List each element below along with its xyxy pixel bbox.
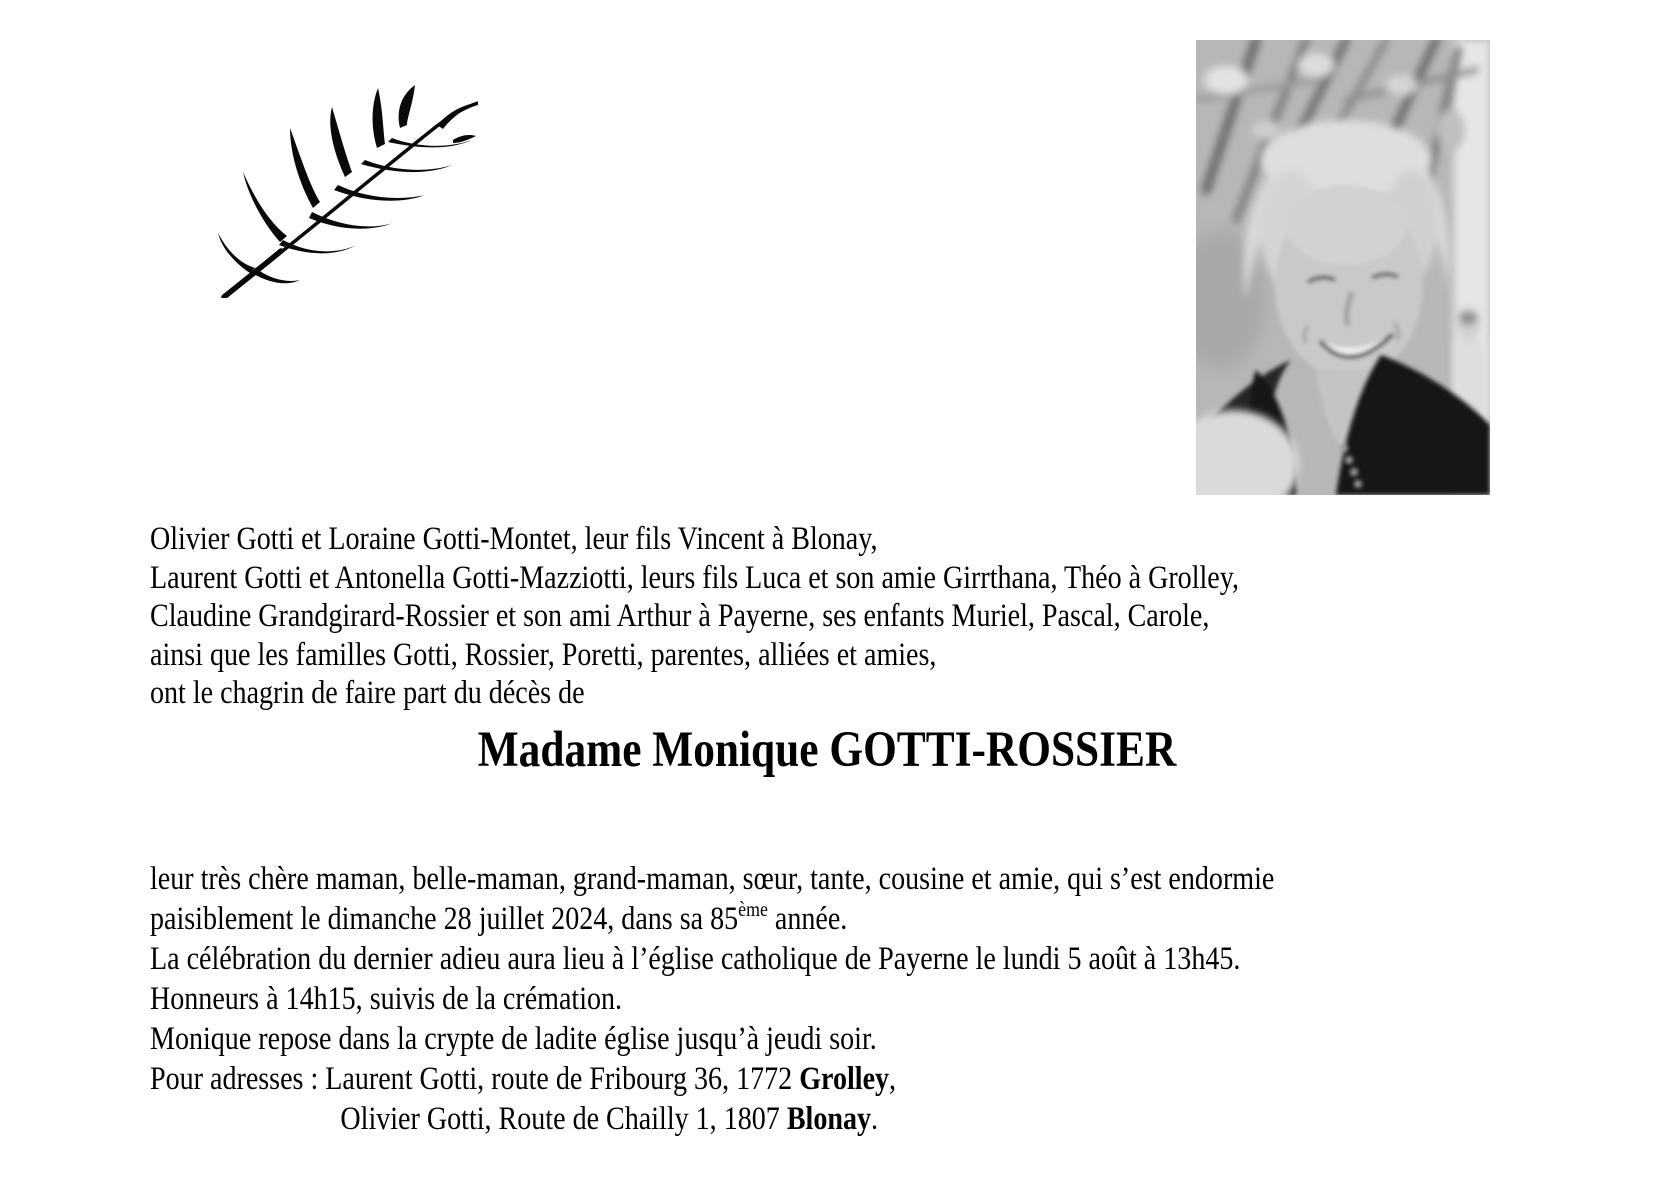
address-line-2 xyxy=(150,1099,1274,1139)
intro-line: Laurent Gotti et Antonella Gotti-Mazziotti, leurs fils Luca et son amie Girrthana, Théo à Grolley, xyxy=(150,559,1239,596)
address-2-text: Olivier Gotti, Route de Chailly 1, 1807 xyxy=(340,1101,787,1137)
intro-line: ainsi que les familles Gotti, Rossier, Poretti, parentes, alliées et amies, xyxy=(150,636,937,673)
intro-line: ont le chagrin de faire part du décès de xyxy=(150,675,585,711)
intro-paragraph xyxy=(150,520,1239,713)
ordinal-superscript: ème xyxy=(738,897,768,921)
address-1-locality: Grolley xyxy=(799,1061,890,1097)
address-1-end: , xyxy=(889,1061,897,1097)
tribute-line-2-text: paisiblement le dimanche 28 juillet 2024, dans sa 85 xyxy=(150,901,739,937)
tribute-line-1: leur très chère maman, belle-maman, grand-maman, sœur, tante, cousine et amie, qui s’est endormie xyxy=(150,861,1275,897)
details-paragraph xyxy=(150,859,1274,1139)
intro-line: Claudine Grandgirard-Rossier et son ami Arthur à Payerne, ses enfants Muriel, Pascal, Carole, xyxy=(150,598,1210,634)
intro-line: Olivier Gotti et Loraine Gotti-Montet, leur fils Vincent à Blonay, xyxy=(150,521,878,557)
tribute-line-2-end: année. xyxy=(767,901,848,937)
address-line-1 xyxy=(150,1059,1274,1099)
ceremony-line: La célébration du dernier adieu aura lieu à l’église catholique de Payerne le lundi 5 août à 13h45. xyxy=(150,941,1241,977)
honors-line: Honneurs à 14h15, suivis de la crémation. xyxy=(150,981,623,1017)
address-2-locality: Blonay xyxy=(786,1101,872,1137)
fern-branch-icon xyxy=(215,83,478,298)
address-1-text: Pour adresses : Laurent Gotti, route de Fribourg 36, 1772 xyxy=(150,1061,800,1097)
address-2-end: . xyxy=(871,1101,879,1137)
portrait-photo xyxy=(1196,40,1490,495)
deceased-name-title: Madame Monique GOTTI-ROSSIER xyxy=(477,722,1177,778)
repose-line: Monique repose dans la crypte de ladite église jusqu’à jeudi soir. xyxy=(150,1021,877,1057)
tribute-line-2 xyxy=(150,899,1274,939)
